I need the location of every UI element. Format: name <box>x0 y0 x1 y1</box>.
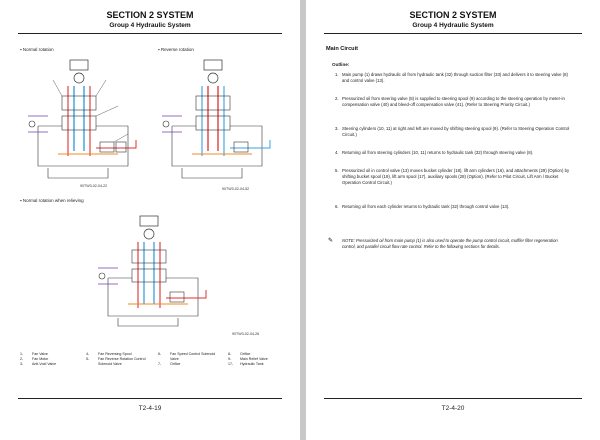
group-title: Group 4 Hydraulic System <box>412 22 494 29</box>
figure-code-1: 90TW3-02-04-22 <box>80 184 108 188</box>
hydraulic-diagram-normal-relieving <box>92 212 222 330</box>
page-number: T2-4-20 <box>441 405 465 412</box>
outline-item: 5. Pressurized oil in control valve (13) moves bucket cylinder (18), lift arm cylinders (16), and attachments (29) (Option) by shifting bucket spool (19), lift arm spool (17), auxiliary spools (28) (Option). (Refer to Pilot Circuit, Lift Arm / Bucket Operation Control Circuit.) <box>335 168 570 185</box>
legend-item: Solenoid Valve <box>98 362 122 366</box>
outline-item: 3. Steering cylinders (10, 11) at right and left are moved by shifting steering spool (9). (Refer to Steering Operation Control Circuit.) <box>335 126 570 137</box>
legend-item: 7- Orifice <box>158 362 181 366</box>
legend-item: 2- Fan Motor <box>20 357 49 361</box>
outline-label: Outline: <box>332 62 350 67</box>
caption-reverse-rotation: ▪ Reverse rotation <box>158 47 194 52</box>
hydraulic-diagram-reverse-rotation <box>158 56 283 184</box>
outline-item: 2. Pressurized oil from steering valve (8) is supplied to steering spool (9) according to the steering operation by meter-in compensation valve (40) and bleed-off compensation valve (41). (Refer to Steering Priority Circuit.) <box>335 96 565 107</box>
legend-item: 5- Fan Reverse Rotation Control <box>86 357 146 361</box>
legend-item: 3- Anti-Void Valve <box>20 362 57 366</box>
group-title: Group 4 Hydraulic System <box>109 22 191 29</box>
header-rule <box>18 33 282 34</box>
footer-rule <box>18 398 282 399</box>
note-icon: ✎ <box>328 238 334 244</box>
note-text: NOTE: Pressurized oil from main pump (1) is also used to operate the pump control circuit, muffler filter regeneration control, and parallel circuit flow rate control. Refer to the following sections for details. <box>342 238 558 249</box>
figure-code-3: 90TW3-02-04-26 <box>232 332 260 336</box>
legend-item: Valve <box>170 357 179 361</box>
legend-item: 1- Fan Valve <box>20 352 48 356</box>
legend-item: 17- Hydraulic Tank <box>228 362 264 366</box>
main-circuit-heading: Main Circuit <box>326 46 359 52</box>
header-rule <box>324 33 582 34</box>
page-number: T2-4-19 <box>138 405 162 412</box>
right-page <box>306 0 600 440</box>
section-title: SECTION 2 SYSTEM <box>409 10 497 20</box>
legend-item: 6- Fan Speed Control Solenoid <box>158 352 216 356</box>
legend-item: 8- Orifice <box>228 352 251 356</box>
outline-item: 4. Returning oil from steering cylinders (10, 11) returns to hydraulic tank (32) through steering valve (8). <box>335 150 534 155</box>
caption-normal-relieving: ▪ Normal rotation when relieving <box>20 198 84 203</box>
section-title: SECTION 2 SYSTEM <box>106 10 194 20</box>
caption-normal-rotation: ▪ Normal rotation <box>20 47 54 52</box>
legend-item: 9- Main Relief Valve <box>228 357 268 361</box>
outline-item: 1. Main pump (1) draws hydraulic oil from hydraulic tank (32) through suction filter (33) and delivers it to steering valve (8) and control valve (13). <box>335 72 568 83</box>
footer-rule <box>324 398 582 399</box>
figure-code-2: 90TW3-02-04-52 <box>222 187 250 191</box>
hydraulic-diagram-normal-rotation <box>18 56 156 181</box>
outline-item: 6. Returning oil from each cylinder returns to hydraulic tank (32) through control valve (13). <box>335 204 510 209</box>
legend-item: 4- Fan Reversing Spool <box>86 352 132 356</box>
